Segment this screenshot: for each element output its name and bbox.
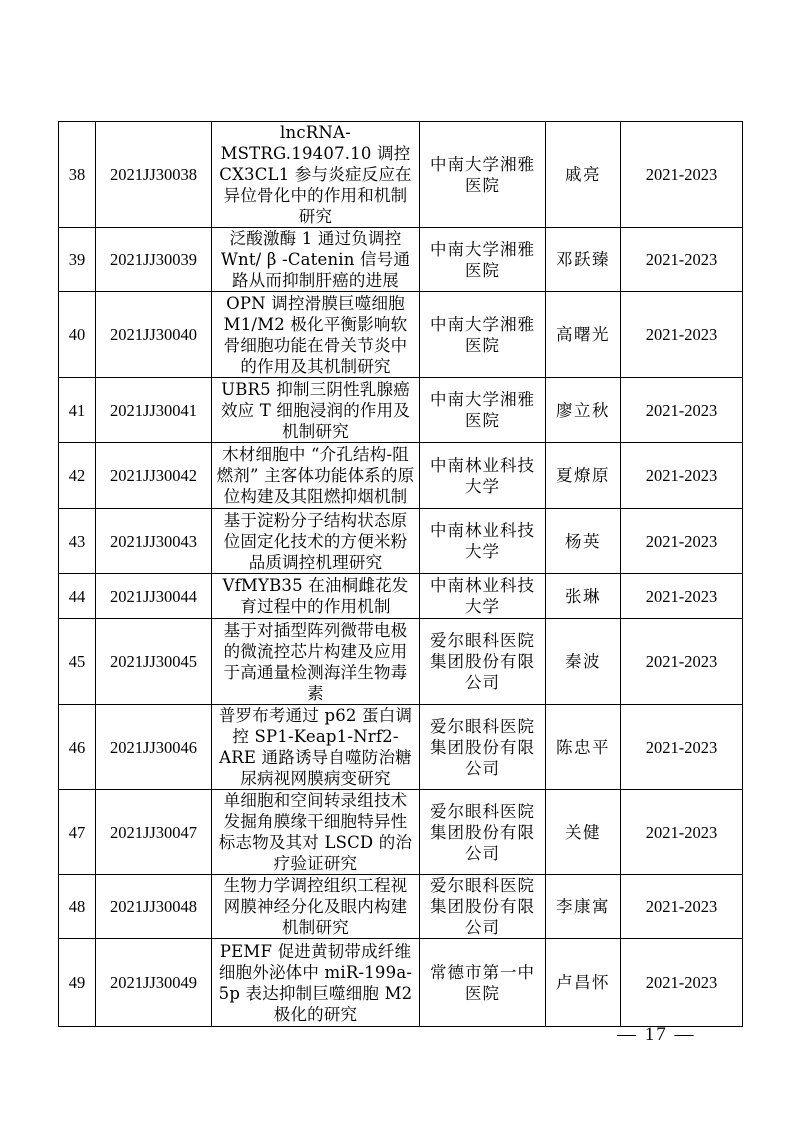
project-organization: 爱尔眼科医院集团股份有限公司 bbox=[420, 619, 546, 705]
row-index: 42 bbox=[59, 443, 96, 509]
row-index: 38 bbox=[59, 122, 96, 228]
project-code: 2021JJ30038 bbox=[96, 122, 212, 228]
project-title: 木材细胞中 “介孔结构-阻燃剂” 主客体功能体系的原位构建及其阻燃抑烟机制 bbox=[212, 443, 420, 509]
project-code: 2021JJ30047 bbox=[96, 790, 212, 875]
table-row bbox=[59, 443, 743, 509]
project-leader: 高曙光 bbox=[546, 292, 621, 378]
project-period: 2021-2023 bbox=[621, 790, 743, 875]
project-leader: 秦波 bbox=[546, 619, 621, 705]
project-title: 单细胞和空间转录组技术发掘角膜缘干细胞特异性标志物及其对 LSCD 的治疗验证研究 bbox=[212, 790, 420, 875]
project-leader: 张琳 bbox=[546, 574, 621, 619]
project-period: 2021-2023 bbox=[621, 509, 743, 574]
project-organization: 爱尔眼科医院集团股份有限公司 bbox=[420, 705, 546, 790]
project-period: 2021-2023 bbox=[621, 443, 743, 509]
project-organization: 中南林业科技大学 bbox=[420, 509, 546, 574]
row-index: 46 bbox=[59, 705, 96, 790]
table-row bbox=[59, 875, 743, 939]
table-row bbox=[59, 228, 743, 292]
project-leader: 戚亮 bbox=[546, 122, 621, 228]
project-code: 2021JJ30044 bbox=[96, 574, 212, 619]
row-index: 47 bbox=[59, 790, 96, 875]
row-index: 44 bbox=[59, 574, 96, 619]
project-title: 基于对插型阵列微带电极的微流控芯片构建及应用于高通量检测海洋生物毒素 bbox=[212, 619, 420, 705]
project-code: 2021JJ30039 bbox=[96, 228, 212, 292]
project-title: VfMYB35 在油桐雌花发育过程中的作用机制 bbox=[212, 574, 420, 619]
project-organization: 中南大学湘雅医院 bbox=[420, 378, 546, 443]
project-table-body bbox=[59, 122, 743, 1027]
project-title: 生物力学调控组织工程视网膜神经分化及眼内构建机制研究 bbox=[212, 875, 420, 939]
project-code: 2021JJ30042 bbox=[96, 443, 212, 509]
project-organization: 中南林业科技大学 bbox=[420, 574, 546, 619]
project-leader: 夏燎原 bbox=[546, 443, 621, 509]
table-row bbox=[59, 705, 743, 790]
project-code: 2021JJ30049 bbox=[96, 939, 212, 1027]
project-title: UBR5 抑制三阴性乳腺癌效应 T 细胞浸润的作用及机制研究 bbox=[212, 378, 420, 443]
project-period: 2021-2023 bbox=[621, 292, 743, 378]
row-index: 45 bbox=[59, 619, 96, 705]
project-leader: 关健 bbox=[546, 790, 621, 875]
project-period: 2021-2023 bbox=[621, 574, 743, 619]
row-index: 39 bbox=[59, 228, 96, 292]
table-row bbox=[59, 509, 743, 574]
row-index: 49 bbox=[59, 939, 96, 1027]
page-number: — 17 — bbox=[617, 1024, 696, 1045]
project-code: 2021JJ30043 bbox=[96, 509, 212, 574]
project-organization: 常德市第一中医院 bbox=[420, 939, 546, 1027]
project-period: 2021-2023 bbox=[621, 619, 743, 705]
table-row bbox=[59, 122, 743, 228]
row-index: 48 bbox=[59, 875, 96, 939]
project-organization: 中南大学湘雅医院 bbox=[420, 228, 546, 292]
project-organization: 爱尔眼科医院集团股份有限公司 bbox=[420, 875, 546, 939]
project-organization: 中南林业科技大学 bbox=[420, 443, 546, 509]
table-row bbox=[59, 378, 743, 443]
project-code: 2021JJ30048 bbox=[96, 875, 212, 939]
project-organization: 爱尔眼科医院集团股份有限公司 bbox=[420, 790, 546, 875]
project-leader: 陈忠平 bbox=[546, 705, 621, 790]
table-row bbox=[59, 292, 743, 378]
table-row bbox=[59, 619, 743, 705]
project-period: 2021-2023 bbox=[621, 378, 743, 443]
project-period: 2021-2023 bbox=[621, 122, 743, 228]
project-code: 2021JJ30041 bbox=[96, 378, 212, 443]
project-leader: 廖立秋 bbox=[546, 378, 621, 443]
project-leader: 李康寓 bbox=[546, 875, 621, 939]
project-leader: 杨英 bbox=[546, 509, 621, 574]
row-index: 43 bbox=[59, 509, 96, 574]
project-leader: 卢昌怀 bbox=[546, 939, 621, 1027]
project-organization: 中南大学湘雅医院 bbox=[420, 292, 546, 378]
project-period: 2021-2023 bbox=[621, 705, 743, 790]
project-leader: 邓跃臻 bbox=[546, 228, 621, 292]
project-title: PEMF 促进黄韧带成纤维细胞外泌体中 miR-199a-5p 表达抑制巨噬细胞 M2 极化的研究 bbox=[212, 939, 420, 1027]
table-row bbox=[59, 790, 743, 875]
table-row bbox=[59, 574, 743, 619]
project-period: 2021-2023 bbox=[621, 228, 743, 292]
project-code: 2021JJ30046 bbox=[96, 705, 212, 790]
project-title: 普罗布考通过 p62 蛋白调控 SP1-Keap1-Nrf2-ARE 通路诱导自噬防治糖尿病视网膜病变研究 bbox=[212, 705, 420, 790]
project-table bbox=[58, 121, 743, 1027]
project-title: OPN 调控滑膜巨噬细胞 M1/M2 极化平衡影响软骨细胞功能在骨关节炎中的作用及其机制研究 bbox=[212, 292, 420, 378]
project-title: 基于淀粉分子结构状态原位固定化技术的方便米粉品质调控机理研究 bbox=[212, 509, 420, 574]
project-title: lncRNA-MSTRG.19407.10 调控 CX3CL1 参与炎症反应在异位骨化中的作用和机制研究 bbox=[212, 122, 420, 228]
table-row bbox=[59, 939, 743, 1027]
project-code: 2021JJ30045 bbox=[96, 619, 212, 705]
project-code: 2021JJ30040 bbox=[96, 292, 212, 378]
project-title: 泛酸激酶 1 通过负调控 Wnt/ β -Catenin 信号通路从而抑制肝癌的进展 bbox=[212, 228, 420, 292]
project-period: 2021-2023 bbox=[621, 939, 743, 1027]
project-period: 2021-2023 bbox=[621, 875, 743, 939]
project-organization: 中南大学湘雅医院 bbox=[420, 122, 546, 228]
row-index: 40 bbox=[59, 292, 96, 378]
row-index: 41 bbox=[59, 378, 96, 443]
